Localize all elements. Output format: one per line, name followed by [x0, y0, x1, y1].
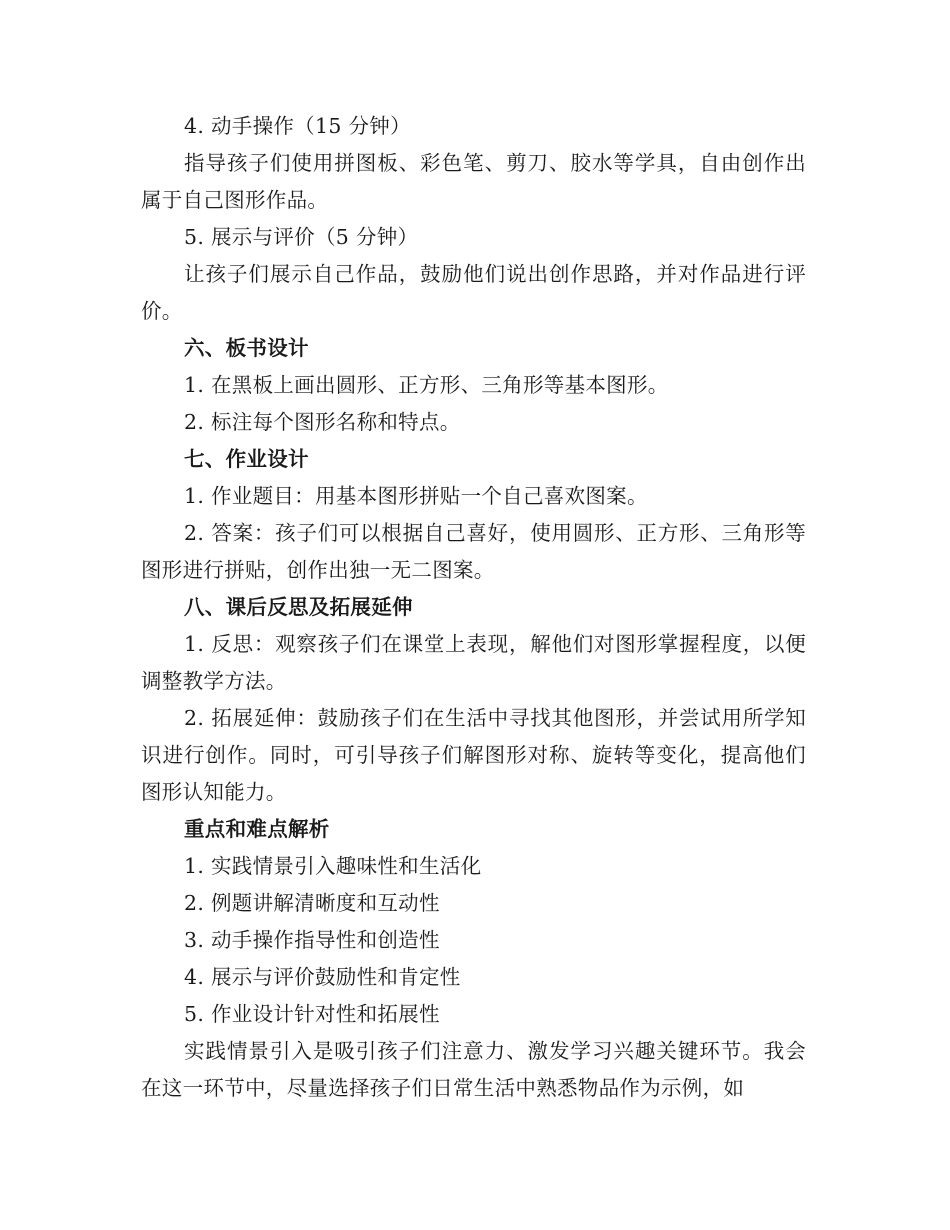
paragraph-step-5-body: 让孩子们展示自己作品，鼓励他们说出创作思路，并对作品进行评价。: [141, 262, 806, 323]
paragraph-step-4-body: 指导孩子们使用拼图板、彩色笔、剪刀、胶水等学具，自由创作出属于自己图形作品。: [141, 151, 806, 212]
list-item-key-5: 5. 作业设计针对性和拓展性: [184, 1002, 440, 1026]
list-item-step-4: 4. 动手操作（15 分钟）: [184, 114, 411, 138]
document-body: [141, 108, 806, 1107]
section-heading-board-design: 六、板书设计: [184, 336, 309, 360]
list-item-homework-2: 2. 答案：孩子们可以根据自己喜好，使用圆形、正方形、三角形等图形进行拼贴，创作出独一无二图案。: [141, 521, 806, 582]
list-item-reflection-2: 2. 拓展延伸：鼓励孩子们在生活中寻找其他图形，并尝试用所学知识进行创作。同时，可引导孩子们解图形对称、旋转等变化，提高他们图形认知能力。: [141, 706, 806, 804]
section-heading-homework-design: 七、作业设计: [184, 447, 309, 471]
list-item-homework-1: 1. 作业题目：用基本图形拼贴一个自己喜欢图案。: [184, 484, 648, 508]
list-item-key-1: 1. 实践情景引入趣味性和生活化: [184, 854, 482, 878]
list-item-board-1: 1. 在黑板上画出圆形、正方形、三角形等基本图形。: [184, 373, 669, 397]
list-item-reflection-1: 1. 反思：观察孩子们在课堂上表现，解他们对图形掌握程度，以便调整教学方法。: [141, 632, 806, 693]
section-heading-key-points: 重点和难点解析: [184, 817, 330, 841]
paragraph-intro-explanation: 实践情景引入是吸引孩子们注意力、激发学习兴趣关键环节。我会在这一环节中，尽量选择孩子们日常生活中熟悉物品作为示例，如: [141, 1039, 806, 1100]
list-item-step-5: 5. 展示与评价（5 分钟）: [184, 225, 419, 249]
list-item-board-2: 2. 标注每个图形名称和特点。: [184, 410, 461, 434]
list-item-key-2: 2. 例题讲解清晰度和互动性: [184, 891, 440, 915]
section-heading-reflection: 八、课后反思及拓展延伸: [184, 595, 413, 619]
list-item-key-4: 4. 展示与评价鼓励性和肯定性: [184, 965, 461, 989]
list-item-key-3: 3. 动手操作指导性和创造性: [184, 928, 440, 952]
